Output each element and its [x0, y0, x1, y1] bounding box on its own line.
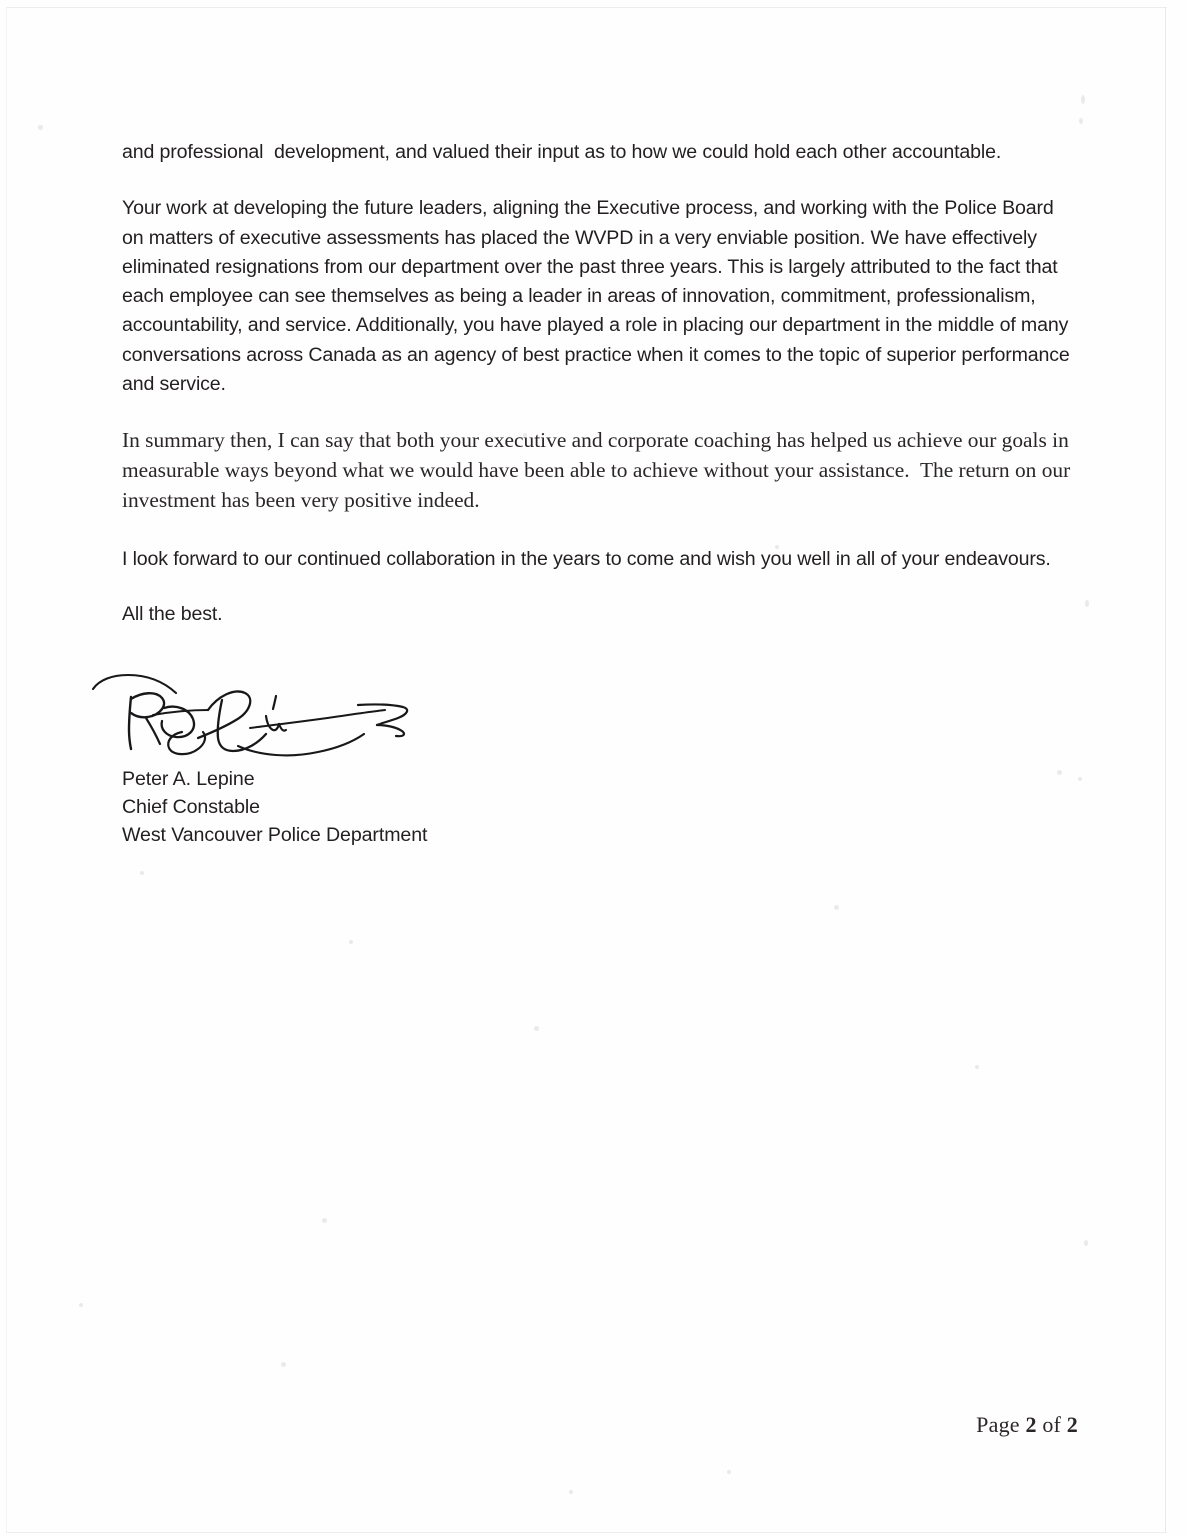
signer-organization: West Vancouver Police Department — [122, 823, 428, 846]
paragraph-look-forward: I look forward to our continued collaboration in the years to come and wish you well in all of your endeavours. — [122, 548, 1051, 571]
page-footer-total: 2 — [1066, 1412, 1078, 1437]
scan-speck — [1084, 1240, 1088, 1246]
scan-edge-left — [6, 7, 7, 1532]
scan-speck — [534, 1026, 539, 1031]
scan-edge-right — [1165, 7, 1166, 1532]
scan-speck — [1078, 777, 1082, 781]
scan-speck — [727, 1470, 731, 1474]
page-footer — [0, 1412, 1078, 1438]
scan-speck — [349, 940, 353, 944]
paragraph-closing: All the best. — [122, 603, 223, 626]
paragraph-in-summary: In summary then, I can say that both your executive and corporate coaching has helped us achieve our goals in measurable ways beyond what we would have been able to achieve without your assistance. The return on our investment has been very positive indeed. — [122, 428, 1076, 512]
page-footer-current: 2 — [1025, 1412, 1037, 1437]
paragraph-continuation: and professional development, and valued their input as to how we could hold each other accountable. — [122, 141, 1002, 163]
signer-name: Peter A. Lepine — [122, 768, 255, 790]
scan-speck — [1085, 600, 1089, 607]
scan-speck — [975, 1065, 979, 1069]
signer-lines — [122, 766, 552, 849]
page-footer-separator: of — [1042, 1412, 1062, 1437]
paragraph-your-work: Your work at developing the future leaders, aligning the Executive process, and working with the Police Board on matters of executive assessments has placed the WVPD in a very enviable position. We have effectively eliminated resignations from our department over the past three years. This is largely attributed to the fact that each employee can see themselves as being a leader in areas of innovation, commitment, professionalism, accountability, and service. Additionally, you have played a role in placing our department in the middle of many conversations across Canada as an agency of best practice when it comes to the topic of superior performance and service. — [122, 197, 1075, 396]
signature-block — [122, 672, 552, 849]
scan-speck — [1081, 95, 1085, 104]
scan-edge-top — [6, 7, 1167, 8]
scan-speck — [322, 1218, 327, 1223]
handwritten-signature-icon — [90, 672, 435, 758]
scan-speck — [1057, 770, 1062, 775]
letter-body — [122, 138, 1077, 640]
scan-speck — [38, 125, 43, 130]
page-footer-prefix: Page — [976, 1412, 1020, 1437]
scan-speck — [79, 1303, 83, 1307]
scan-speck — [281, 1362, 286, 1367]
signer-title: Chief Constable — [122, 795, 260, 818]
scan-speck — [140, 871, 144, 875]
scan-speck — [569, 1490, 573, 1494]
scan-edge-bottom — [6, 1532, 1167, 1533]
scan-speck — [1079, 118, 1083, 124]
scan-speck — [834, 905, 839, 910]
